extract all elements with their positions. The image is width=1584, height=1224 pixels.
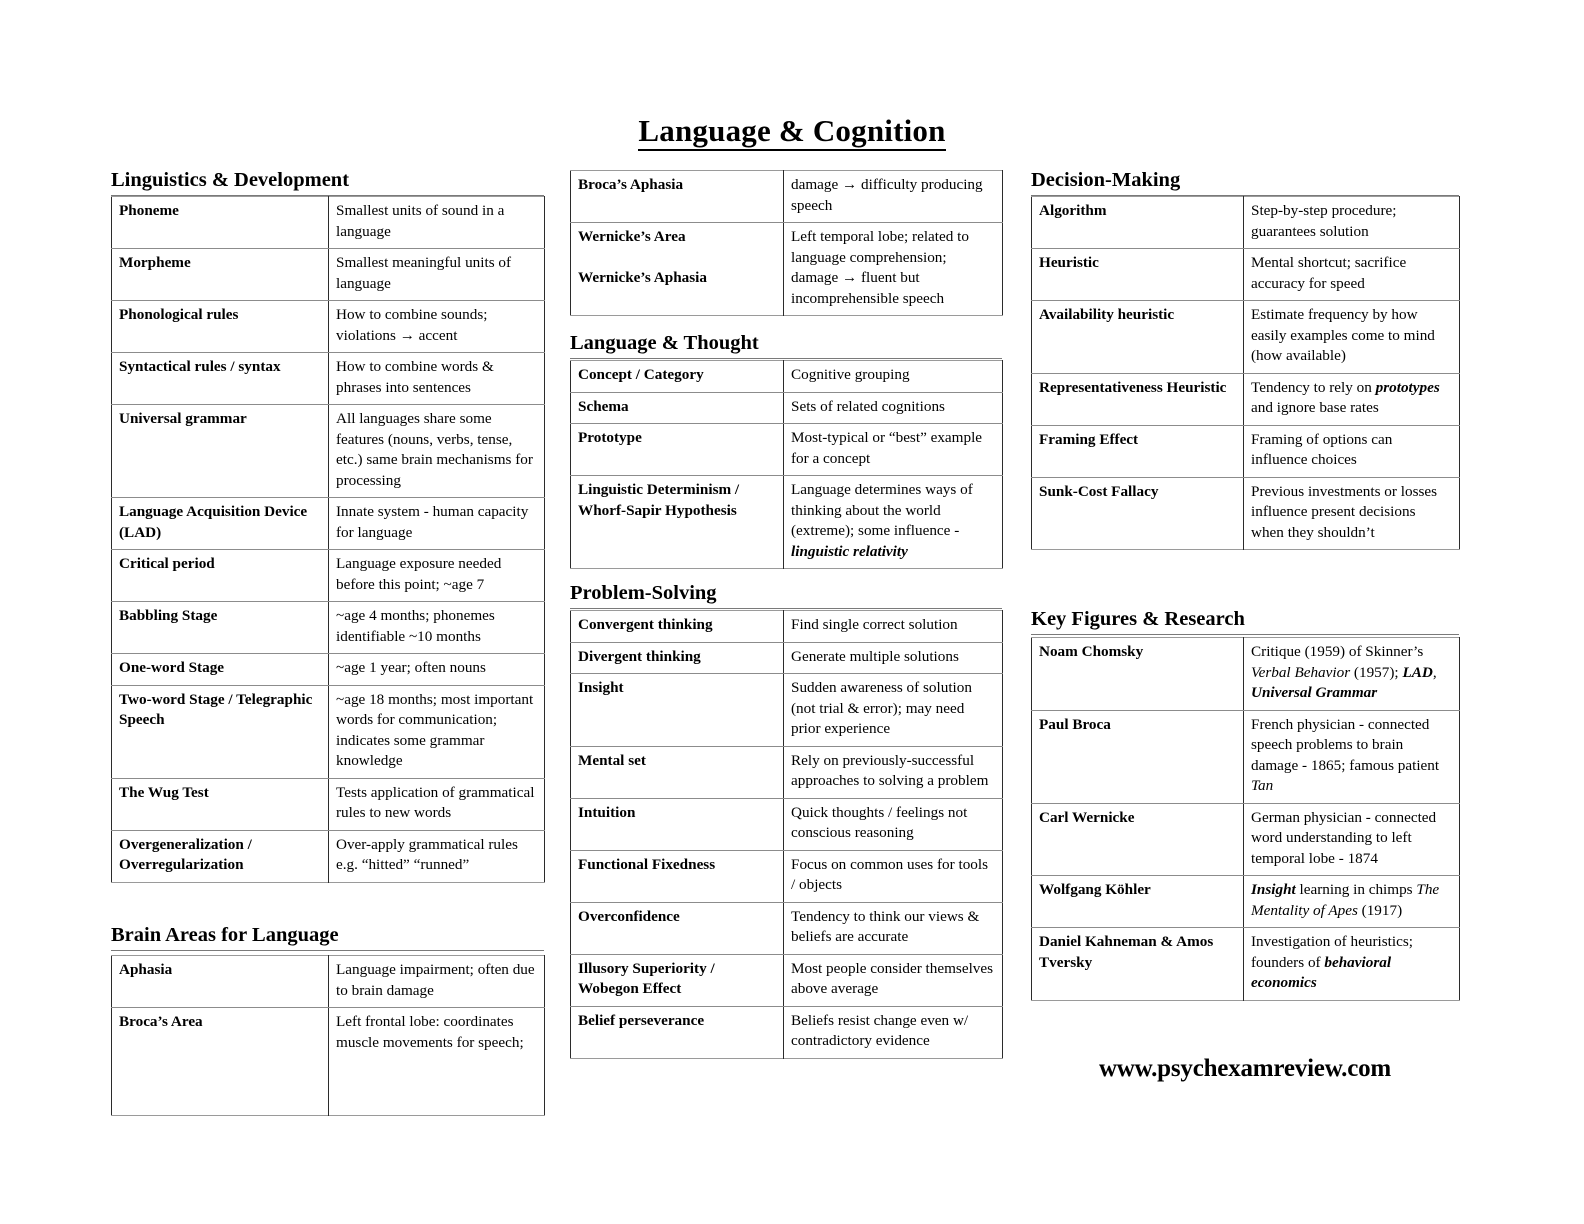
table-row bbox=[571, 424, 1003, 476]
table-row bbox=[112, 654, 545, 686]
table-row bbox=[571, 611, 1003, 643]
definition-fragment: (1957); bbox=[1350, 663, 1403, 681]
definition-fragment: Tan bbox=[1251, 777, 1274, 795]
definition-fragment: French physician - connected speech problems to brain damage - 1865; famous patient bbox=[1251, 715, 1440, 774]
term-cell: Universal grammar bbox=[112, 405, 329, 498]
term-cell: Phonological rules bbox=[112, 301, 329, 353]
term-cell: Overgeneralization / Overregularization bbox=[112, 830, 329, 882]
term-cell: Critical period bbox=[112, 550, 329, 602]
table-row bbox=[112, 830, 545, 882]
definition-fragment: Tendency to rely on bbox=[1251, 378, 1376, 396]
definition-cell bbox=[784, 476, 1003, 569]
table-linguistics-development bbox=[111, 196, 545, 883]
term-cell: Mental set bbox=[571, 746, 784, 798]
definition-cell: Find single correct solution bbox=[784, 611, 1003, 643]
table-row bbox=[571, 392, 1003, 424]
term-cell: Aphasia bbox=[112, 956, 329, 1008]
table-problem-solving bbox=[570, 610, 1003, 1059]
definition-cell: Over-apply grammatical rules e.g. “hitted” “runned” bbox=[329, 830, 545, 882]
definition-cell: How to combine words & phrases into sentences bbox=[329, 353, 545, 405]
footer-url[interactable]: www.psychexamreview.com bbox=[1098, 1055, 1392, 1082]
term-cell: One-word Stage bbox=[112, 654, 329, 686]
table-row bbox=[571, 902, 1003, 954]
definition-cell: ~age 1 year; often nouns bbox=[329, 654, 545, 686]
table-row bbox=[112, 249, 545, 301]
term-cell: Overconfidence bbox=[571, 902, 784, 954]
definition-fragment: prototypes bbox=[1375, 378, 1440, 396]
term-cell: Carl Wernicke bbox=[1032, 803, 1244, 876]
table-row bbox=[1032, 477, 1460, 550]
definition-fragment: (1917) bbox=[1357, 901, 1403, 919]
section-heading-linguistics: Linguistics & Development bbox=[111, 170, 544, 198]
section-heading-problem-solving: Problem-Solving bbox=[570, 583, 1002, 611]
table-row bbox=[112, 301, 545, 353]
definition-cell: Tests application of grammatical rules to new words bbox=[329, 778, 545, 830]
table-row bbox=[1032, 197, 1460, 249]
term-cell: Syntactical rules / syntax bbox=[112, 353, 329, 405]
definition-cell bbox=[1244, 876, 1460, 928]
table-body bbox=[1032, 638, 1460, 1001]
definition-cell: Left frontal lobe: coordinates muscle movements for speech; bbox=[329, 1008, 545, 1116]
term-cell: Heuristic bbox=[1032, 249, 1244, 301]
definition-cell: Language impairment; often due to brain damage bbox=[329, 956, 545, 1008]
section-heading-brain-areas: Brain Areas for Language bbox=[111, 925, 544, 953]
definition-cell: Framing of options can influence choices bbox=[1244, 425, 1460, 477]
term-cell: Algorithm bbox=[1032, 197, 1244, 249]
term-cell: Insight bbox=[571, 674, 784, 747]
section-heading-language-thought: Language & Thought bbox=[570, 333, 1002, 361]
term-cell: Convergent thinking bbox=[571, 611, 784, 643]
definition-fragment: Insight bbox=[1251, 881, 1296, 899]
definition-fragment: Universal Grammar bbox=[1251, 684, 1378, 702]
table-row bbox=[1032, 710, 1460, 803]
table-body bbox=[571, 361, 1003, 569]
term-cell: Intuition bbox=[571, 798, 784, 850]
table-decision-making bbox=[1031, 196, 1460, 550]
term-cell: Prototype bbox=[571, 424, 784, 476]
table-row bbox=[1032, 373, 1460, 425]
definition-fragment: behavioral economics bbox=[1251, 953, 1392, 992]
term-cell: Divergent thinking bbox=[571, 642, 784, 674]
definition-cell: Sets of related cognitions bbox=[784, 392, 1003, 424]
table-row bbox=[571, 850, 1003, 902]
term-cell: Belief perseverance bbox=[571, 1006, 784, 1058]
table-row bbox=[571, 746, 1003, 798]
table-row bbox=[571, 223, 1003, 316]
table-row bbox=[571, 361, 1003, 393]
definition-fragment: linguistic relativity bbox=[791, 542, 908, 560]
table-row bbox=[112, 353, 545, 405]
term-cell: Functional Fixedness bbox=[571, 850, 784, 902]
definition-cell: Previous investments or losses influence present decisions when they shouldn’t bbox=[1244, 477, 1460, 550]
table-row bbox=[112, 1008, 545, 1116]
term-cell: Phoneme bbox=[112, 197, 329, 249]
table-body bbox=[112, 956, 545, 1116]
definition-cell: How to combine sounds; violations → accent bbox=[329, 301, 545, 353]
table-body bbox=[571, 171, 1003, 316]
table-row bbox=[112, 778, 545, 830]
definition-cell: ~age 4 months; phonemes identifiable ~10 months bbox=[329, 602, 545, 654]
section-heading-decision-making: Decision-Making bbox=[1031, 170, 1459, 198]
table-row bbox=[1032, 249, 1460, 301]
definition-cell bbox=[1244, 710, 1460, 803]
definition-cell: Focus on common uses for tools / objects bbox=[784, 850, 1003, 902]
definition-cell bbox=[1244, 803, 1460, 876]
definition-cell: Generate multiple solutions bbox=[784, 642, 1003, 674]
table-row bbox=[571, 954, 1003, 1006]
table-body bbox=[571, 611, 1003, 1059]
term-cell: Wolfgang Köhler bbox=[1032, 876, 1244, 928]
table-row bbox=[1032, 638, 1460, 711]
definition-cell: Cognitive grouping bbox=[784, 361, 1003, 393]
table-body bbox=[1032, 197, 1460, 550]
definition-cell bbox=[1244, 928, 1460, 1001]
table-row bbox=[112, 956, 545, 1008]
table-row bbox=[1032, 301, 1460, 374]
definition-fragment: and ignore base rates bbox=[1251, 399, 1379, 417]
definition-fragment: German physician - connected word understanding to left temporal lobe - 1874 bbox=[1251, 808, 1437, 867]
definition-cell: Language exposure needed before this point; ~age 7 bbox=[329, 550, 545, 602]
term-cell: Linguistic Determinism / Whorf-Sapir Hypothesis bbox=[571, 476, 784, 569]
definition-fragment: Critique (1959) of Skinner’s bbox=[1251, 643, 1424, 660]
table-brain-areas-continued bbox=[570, 170, 1003, 316]
definition-cell: Step-by-step procedure; guarantees solution bbox=[1244, 197, 1460, 249]
definition-cell: Estimate frequency by how easily examples come to mind (how available) bbox=[1244, 301, 1460, 374]
table-row bbox=[112, 550, 545, 602]
table-row bbox=[112, 405, 545, 498]
definition-cell: Sudden awareness of solution (not trial & error); may need prior experience bbox=[784, 674, 1003, 747]
section-heading-key-figures: Key Figures & Research bbox=[1031, 609, 1459, 637]
definition-fragment: Language determines ways of thinking about the world (extreme); some influence - bbox=[791, 481, 973, 540]
definition-cell bbox=[1244, 638, 1460, 711]
definition-cell: Most-typical or “best” example for a concept bbox=[784, 424, 1003, 476]
definition-cell: Smallest units of sound in a language bbox=[329, 197, 545, 249]
table-row bbox=[571, 798, 1003, 850]
table-row bbox=[571, 642, 1003, 674]
table-row bbox=[1032, 425, 1460, 477]
definition-cell: Innate system - human capacity for language bbox=[329, 498, 545, 550]
term-cell: Language Acquisition Device (LAD) bbox=[112, 498, 329, 550]
term-cell: The Wug Test bbox=[112, 778, 329, 830]
table-row bbox=[571, 476, 1003, 569]
table-row bbox=[1032, 803, 1460, 876]
term-cell: Sunk-Cost Fallacy bbox=[1032, 477, 1244, 550]
definition-cell: Tendency to think our views & beliefs are accurate bbox=[784, 902, 1003, 954]
term-cell: Framing Effect bbox=[1032, 425, 1244, 477]
table-body bbox=[112, 197, 545, 883]
term-cell: Two-word Stage / Telegraphic Speech bbox=[112, 685, 329, 778]
term-cell: Concept / Category bbox=[571, 361, 784, 393]
definition-fragment: learning in chimps bbox=[1295, 881, 1417, 899]
table-row bbox=[571, 171, 1003, 223]
table-language-and-thought bbox=[570, 360, 1003, 569]
definition-fragment: , bbox=[1432, 663, 1437, 681]
table-row bbox=[571, 674, 1003, 747]
definition-fragment: LAD bbox=[1402, 663, 1433, 681]
definition-cell: Mental shortcut; sacrifice accuracy for speed bbox=[1244, 249, 1460, 301]
definition-cell: Quick thoughts / feelings not conscious reasoning bbox=[784, 798, 1003, 850]
definition-cell: All languages share some features (nouns, verbs, tense, etc.) same brain mechanisms for processing bbox=[329, 405, 545, 498]
definition-cell: Smallest meaningful units of language bbox=[329, 249, 545, 301]
term-cell-secondary: Wernicke’s Aphasia bbox=[578, 269, 707, 287]
table-row bbox=[112, 498, 545, 550]
table-key-figures-research bbox=[1031, 637, 1460, 1001]
table-row bbox=[571, 1006, 1003, 1058]
table-row bbox=[1032, 928, 1460, 1001]
term-cell: Daniel Kahneman & Amos Tversky bbox=[1032, 928, 1244, 1001]
definition-cell: Most people consider themselves above average bbox=[784, 954, 1003, 1006]
definition-cell: ~age 18 months; most important words for communication; indicates some grammar knowledge bbox=[329, 685, 545, 778]
table-row bbox=[112, 197, 545, 249]
term-cell: Babbling Stage bbox=[112, 602, 329, 654]
term-cell: Paul Broca bbox=[1032, 710, 1244, 803]
term-cell: Morpheme bbox=[112, 249, 329, 301]
table-row bbox=[1032, 876, 1460, 928]
page-title: Language & Cognition bbox=[0, 113, 1584, 149]
definition-fragment: Investigation of heuristics; founders of bbox=[1251, 933, 1413, 971]
term-cell: Broca’s Aphasia bbox=[571, 171, 784, 223]
table-row bbox=[112, 602, 545, 654]
term-cell: Illusory Superiority / Wobegon Effect bbox=[571, 954, 784, 1006]
term-cell: Broca’s Area bbox=[112, 1008, 329, 1116]
definition-cell bbox=[1244, 373, 1460, 425]
definition-cell: damage → difficulty producing speech bbox=[784, 171, 1003, 223]
term-cell: Wernicke’s Area Wernicke’s Aphasia bbox=[571, 223, 784, 316]
definition-fragment: Verbal Behavior bbox=[1251, 663, 1351, 681]
definition-cell: Beliefs resist change even w/ contradictory evidence bbox=[784, 1006, 1003, 1058]
table-row bbox=[112, 685, 545, 778]
definition-cell: Left temporal lobe; related to language comprehension; damage → fluent but incomprehensible speech bbox=[784, 223, 1003, 316]
definition-fragment: The Mentality of Apes bbox=[1251, 881, 1440, 919]
table-brain-areas-for-language bbox=[111, 955, 545, 1116]
term-cell: Representativeness Heuristic bbox=[1032, 373, 1244, 425]
term-cell: Noam Chomsky bbox=[1032, 638, 1244, 711]
definition-cell: Rely on previously-successful approaches to solving a problem bbox=[784, 746, 1003, 798]
term-cell: Availability heuristic bbox=[1032, 301, 1244, 374]
term-cell: Schema bbox=[571, 392, 784, 424]
